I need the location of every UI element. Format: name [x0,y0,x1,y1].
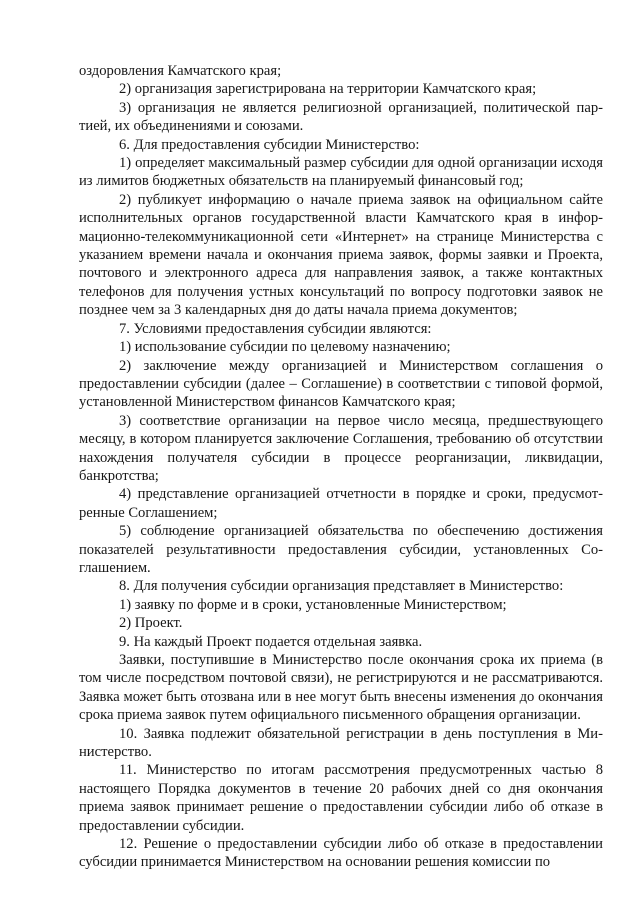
paragraph-continuation: оздоровления Камчатского края; [79,63,282,79]
paragraph-5-item-3: 3) организация не является религиозной организацией, политической партией, их объединениями и союзами. [79,99,603,135]
paragraph-6-heading: 6. Для предоставления субсидии Министерство: [119,136,420,153]
paragraph-7-item-1: 1) использование субсидии по целевому назначению; [119,339,451,356]
paragraph-8-heading: 8. Для получения субсидии организация представляет в Министерство: [119,578,564,595]
paragraph-7-heading: 7. Условиями предоставления субсидии являются: [119,320,432,337]
paragraph-8-item-1: 1) заявку по форме и в сроки, установленные Министерством; [119,596,507,613]
document-page [79,62,603,872]
paragraph-5-item-2: 2) организация зарегистрирована на территории Камчатского края; [119,81,537,98]
paragraph-12: 12. Решение о предоставлении субсидии либо об отказе в предоставлении субсидии принимается Министерством на основании решения комиссии по [79,836,603,871]
paragraph-7-item-3: 3) соответствие организации на первое число месяца, предшествующего месяцу, в котором планируется заключение Соглашения, требованию об отсутствии нахождения получателя субсидии в процессе реорганизации, ликвидации, банкротства; [79,412,603,484]
paragraph-7-item-2: 2) заключение между организацией и Министерством соглашения о предоставлении субсидии (далее – Соглашение) в соответствии с типовой формой, установленной Министерством финансов Камчатского края; [79,357,603,411]
paragraph-7-item-5: 5) соблюдение организацией обязательства по обеспечению достижения показателей результативности предоставления субсидии, установленных Соглашением. [79,523,603,576]
paragraph-8-item-2: 2) Проект. [119,615,183,632]
paragraph-7-item-4: 4) представление организацией отчетности в порядке и сроки, предусмотренные Соглашением; [79,486,603,521]
paragraph-11: 11. Министерство по итогам рассмотрения предусмотренных частью 8 настоящего Порядка документов в течение 20 рабочих дней со дня окончания приема заявок принимает решение о предоставлении субсидии либо об отказе в предоставлении субсидии. [79,762,603,834]
paragraph-6-item-2: 2) публикует информацию о начале приема заявок на официальном сайте исполнительных органов государственной власти Камчатского края в информационно-телекоммуникационной сети «Интернет» на странице Министерства с указанием времени начала и окончания приема заявок, формы заявки и Проекта, почтового и электронного адреса для направления заявок, а также контактных телефонов для получения устных консультаций по вопросу подготовки заявок не позднее чем за 3 календарных дня до даты начала приема документов; [79,191,603,319]
paragraph-9-late-applications: Заявки, поступившие в Министерство после окончания срока их приема (в том числе посредством почтовой связи), не регистрируются и не рассматриваются. Заявка может быть отозвана или в нее могут быть внесены изменения до окончания срока приема заявок путем официального письменного обращения организации. [79,652,603,724]
paragraph-9: 9. На каждый Проект подается отдельная заявка. [119,633,423,650]
paragraph-10: 10. Заявка подлежит обязательной регистрации в день поступления в Министерство. [79,725,603,761]
paragraph-6-item-1: 1) определяет максимальный размер субсидии для одной организации исходя из лимитов бюджетных обязательств на планируемый финансовый год; [79,155,603,190]
